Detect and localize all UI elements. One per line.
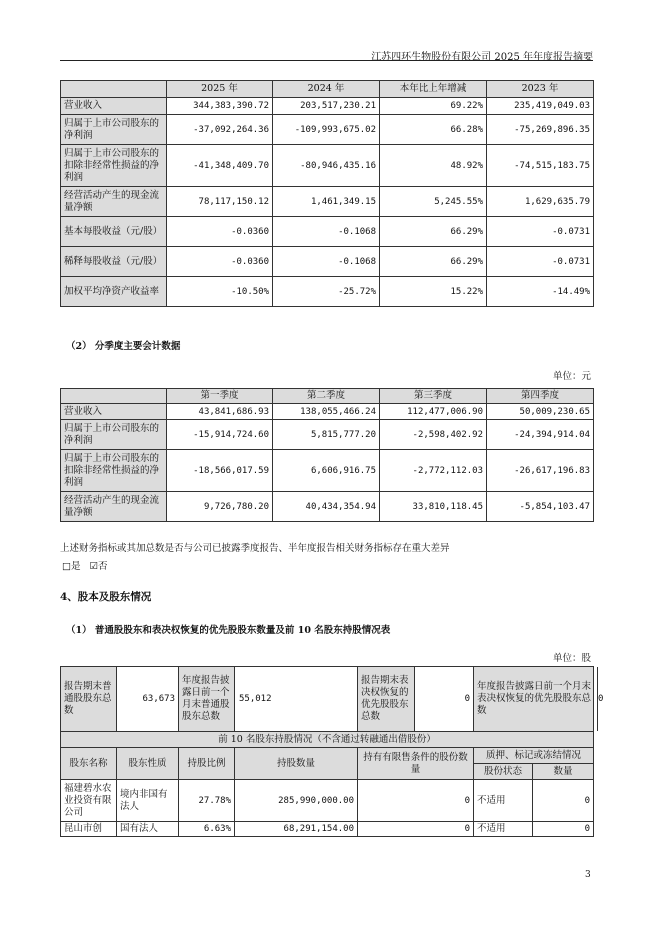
table-cell: -0.0731 <box>487 247 594 277</box>
table-row <box>61 115 594 145</box>
column-header: 2025 年 <box>167 81 273 98</box>
column-header: 持股数量 <box>235 748 358 780</box>
table-cell: -0.0731 <box>487 217 594 247</box>
table-cell: 40,434,354.94 <box>273 492 380 522</box>
table-cell: -0.1068 <box>273 217 380 247</box>
restricted-shares: 0 <box>358 822 474 837</box>
section-title: 4、股本及股东情况 <box>60 591 152 603</box>
column-header: 持有有限售条件的股份数量 <box>358 748 474 780</box>
table-cell: -74,515,183.75 <box>487 145 594 187</box>
row-label: 归属于上市公司股东的净利润 <box>61 115 167 145</box>
table-cell: -26,617,196.83 <box>487 450 594 492</box>
table-cell: -18,566,017.59 <box>167 450 273 492</box>
shareholder-nature: 境内非国有法人 <box>117 780 179 822</box>
table-cell: 6,606,916.75 <box>273 450 380 492</box>
table-cell: 48.92% <box>380 145 487 187</box>
table-header-row <box>61 389 594 404</box>
option-no: ☑否 <box>89 561 108 572</box>
table-row <box>61 420 594 450</box>
table-cell: -0.0360 <box>167 247 273 277</box>
shareholding-ratio: 6.63% <box>179 822 235 837</box>
table-cell: 1,461,349.15 <box>273 187 380 217</box>
table-cell: 203,517,230.21 <box>273 98 380 115</box>
table-cell: -2,772,112.03 <box>380 450 487 492</box>
table-row <box>61 98 594 115</box>
column-header: 数量 <box>533 764 594 780</box>
table-header-row <box>61 748 594 764</box>
table-cell: 5,815,777.20 <box>273 420 380 450</box>
summary-value: 63,673 <box>117 667 179 732</box>
row-label: 归属于上市公司股东的扣除非经常性损益的净利润 <box>61 145 167 187</box>
table-row <box>61 217 594 247</box>
table-cell: 138,055,466.24 <box>273 404 380 420</box>
column-header: 本年比上年增减 <box>380 81 487 98</box>
summary-value <box>235 667 358 732</box>
summary-label: 年度报告披露日前一个月末普通股股东总数 <box>179 667 235 732</box>
table-row <box>61 277 594 307</box>
pledge-count: 0 <box>533 780 594 822</box>
table-cell: -10.50% <box>167 277 273 307</box>
subsection-title: （1） 普通股股东和表决权恢复的优先股股东数量及前 10 名股东持股情况表 <box>66 625 391 636</box>
table-header-row <box>61 81 594 98</box>
shareholder-table <box>60 666 604 837</box>
column-header: 第一季度 <box>167 389 273 404</box>
table-cell: -0.1068 <box>273 247 380 277</box>
table-cell: 5,245.55% <box>380 187 487 217</box>
summary-label: 报告期末普通股股东总数 <box>61 667 117 732</box>
table-cell: 15.22% <box>380 277 487 307</box>
row-label: 营业收入 <box>61 98 167 115</box>
row-label: 营业收入 <box>61 404 167 420</box>
unit-label: 单位：股 <box>552 653 591 664</box>
table-cell: 344,383,390.72 <box>167 98 273 115</box>
section-title: （2） 分季度主要会计数据 <box>66 341 181 352</box>
table-cell: 43,841,686.93 <box>167 404 273 420</box>
column-header <box>61 81 167 98</box>
table-cell: 112,477,006.90 <box>380 404 487 420</box>
summary-value: 0 <box>415 667 474 732</box>
option-yes: □是 <box>62 561 81 572</box>
table-cell: -37,092,264.36 <box>167 115 273 145</box>
shareholder-nature: 国有法人 <box>117 822 179 837</box>
row-label: 稀释每股收益（元/股） <box>61 247 167 277</box>
column-header: 股份状态 <box>474 764 533 780</box>
column-header: 2024 年 <box>273 81 380 98</box>
summary-row <box>61 667 594 732</box>
top10-title-row <box>61 732 594 748</box>
table-cell: -5,854,103.47 <box>487 492 594 522</box>
table-cell: -0.0360 <box>167 217 273 247</box>
table-cell: -41,348,409.70 <box>167 145 273 187</box>
shareholder-name: 福建碧水农业投资有限公司 <box>61 780 117 822</box>
column-header <box>61 389 167 404</box>
row-label: 归属于上市公司股东的净利润 <box>61 420 167 450</box>
table-cell: 66.29% <box>380 217 487 247</box>
table-cell: 69.22% <box>380 98 487 115</box>
note-options <box>62 558 108 572</box>
table-cell: 66.29% <box>380 247 487 277</box>
table-row <box>61 822 594 837</box>
shareholder-name: 昆山市创 <box>61 822 117 837</box>
column-header: 第四季度 <box>487 389 594 404</box>
disclosure-note: 上述财务指标或其加总数是否与公司已披露季度报告、半年度报告相关财务指标存在重大差异 <box>60 543 450 554</box>
row-label: 加权平均净资产收益率 <box>61 277 167 307</box>
table-row <box>61 187 594 217</box>
row-label: 经营活动产生的现金流量净额 <box>61 492 167 522</box>
annual-data-table <box>60 80 594 307</box>
table-cell: 78,117,150.12 <box>167 187 273 217</box>
table-cell: -109,993,675.02 <box>273 115 380 145</box>
row-label: 基本每股收益（元/股） <box>61 217 167 247</box>
column-header: 质押、标记或冻结情况 <box>474 748 594 764</box>
share-status: 不适用 <box>474 780 533 822</box>
table-cell: -24,394,914.04 <box>487 420 594 450</box>
row-label: 归属于上市公司股东的扣除非经常性损益的净利润 <box>61 450 167 492</box>
table-cell: 235,419,049.03 <box>487 98 594 115</box>
table-row <box>61 450 594 492</box>
table-cell: -75,269,896.35 <box>487 115 594 145</box>
column-header: 第二季度 <box>273 389 380 404</box>
quarterly-data-table <box>60 388 594 522</box>
header-divider <box>60 60 593 61</box>
page-number: 3 <box>585 870 591 880</box>
shareholding-qty: 68,291,154.00 <box>235 822 358 837</box>
column-header: 股东名称 <box>61 748 117 780</box>
column-header: 第三季度 <box>380 389 487 404</box>
pledge-count: 0 <box>533 822 594 837</box>
shareholding-ratio: 27.78% <box>179 780 235 822</box>
page-header: 江苏四环生物股份有限公司 2025 年年度报告摘要 <box>371 52 593 63</box>
table-cell: -14.49% <box>487 277 594 307</box>
summary-pair <box>474 667 604 732</box>
table-cell: -25.72% <box>273 277 380 307</box>
restricted-shares: 0 <box>358 780 474 822</box>
table-cell: 9,726,780.20 <box>167 492 273 522</box>
shareholding-qty: 285,990,000.00 <box>235 780 358 822</box>
table-cell: 1,629,635.79 <box>487 187 594 217</box>
top10-title: 前 10 名股东持股情况（不含通过转融通出借股份） <box>61 732 594 748</box>
table-row <box>61 780 594 822</box>
column-header: 股东性质 <box>117 748 179 780</box>
table-cell: -2,598,402.92 <box>380 420 487 450</box>
summary-label: 报告期末表决权恢复的优先股股东总数 <box>358 667 415 732</box>
column-header: 持股比例 <box>179 748 235 780</box>
column-header: 2023 年 <box>487 81 594 98</box>
table-row <box>61 247 594 277</box>
table-row <box>61 145 594 187</box>
table-row <box>61 404 594 420</box>
table-row <box>61 492 594 522</box>
summary-label: 年度报告披露日前一个月末表决权恢复的优先股股东总数 <box>477 681 592 716</box>
table-cell: 50,009,230.65 <box>487 404 594 420</box>
table-cell: 66.28% <box>380 115 487 145</box>
unit-label: 单位：元 <box>552 371 591 382</box>
table-cell: -15,914,724.60 <box>167 420 273 450</box>
summary-value: 0 <box>597 667 606 731</box>
table-cell: -80,946,435.16 <box>273 145 380 187</box>
share-status: 不适用 <box>474 822 533 837</box>
row-label: 经营活动产生的现金流量净额 <box>61 187 167 217</box>
table-cell: 33,810,118.45 <box>380 492 487 522</box>
summary-value-num: 55,012 <box>239 694 272 704</box>
